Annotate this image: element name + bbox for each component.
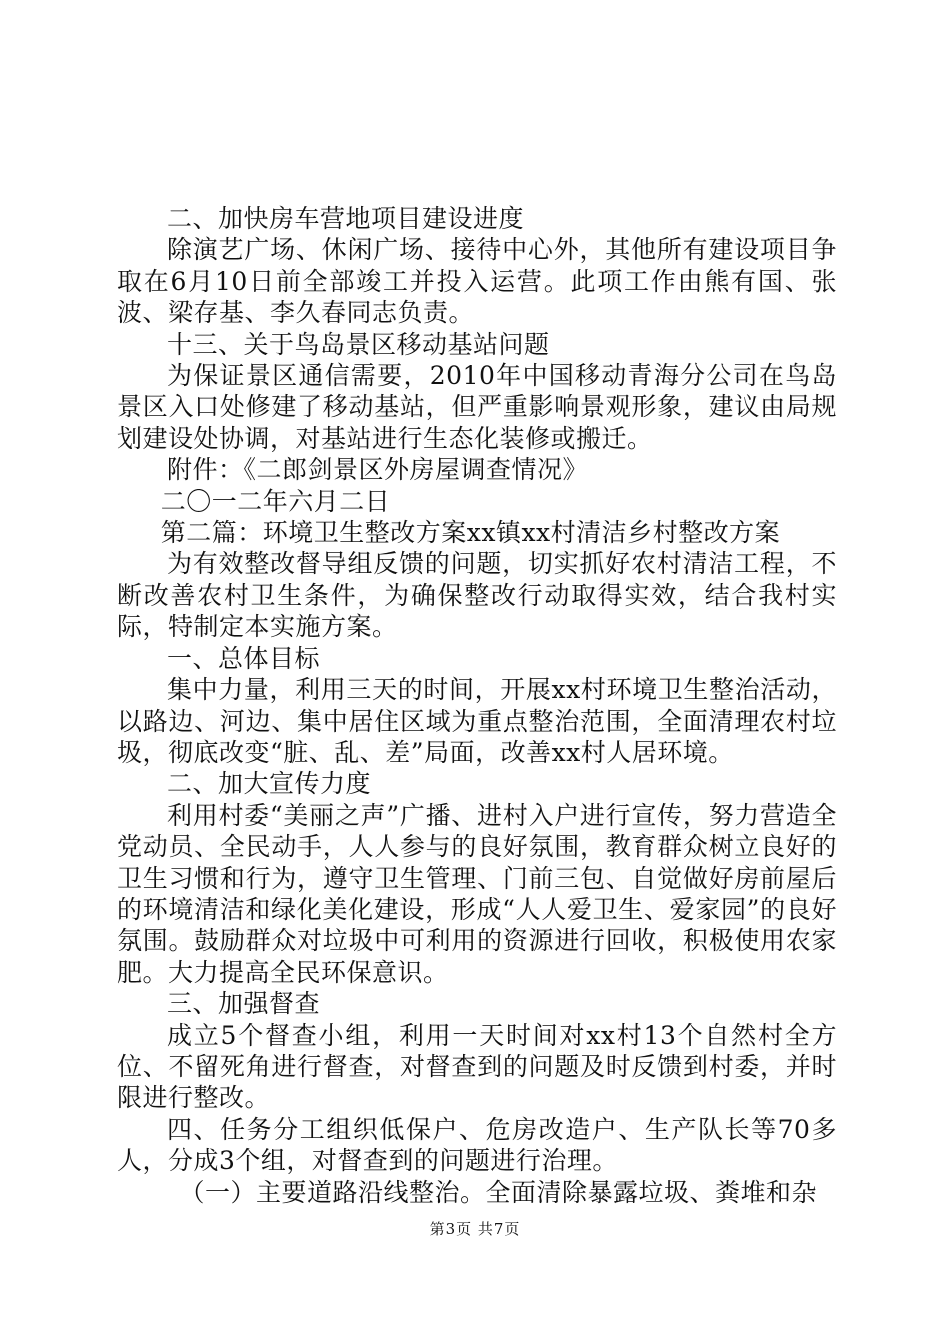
paragraph: （一）主要道路沿线整治。全面清除暴露垃圾、粪堆和杂 (179, 1177, 818, 1207)
section-heading: 一、总体目标 (167, 643, 321, 673)
section-heading: 二、加大宣传力度 (167, 769, 372, 799)
paragraph: 除演艺广场、休闲广场、接待中心外，其他所有建设项目争取在6月10日前全部竣工并投入运营。此项工作由熊有国、张波、梁存基、李久春同志负责。 (117, 235, 837, 328)
section-heading: 二、加快房车营地项目建设进度 (167, 204, 525, 233)
date-line: 二〇一二年六月二日 (160, 486, 391, 516)
chapter-title: 第二篇：环境卫生整改方案xx镇xx村清洁乡村整改方案 (160, 518, 781, 548)
paragraph: 集中力量，利用三天的时间，开展xx村环境卫生整治活动，以路边、河边、集中居住区域为重点整治范围，全面清理农村垃圾，彻底改变“脏、乱、差”局面，改善xx村人居环境。 (117, 675, 837, 767)
section-heading: 十三、关于鸟岛景区移动基站问题 (167, 329, 550, 359)
paragraph: 利用村委“美丽之声”广播、进村入户进行宣传，努力营造全党动员、全民动手，人人参与的良好氛围，教育群众树立良好的卫生习惯和行为，遵守卫生管理、门前三包、自觉做好房前屋后的环境清洁和绿化美化建设，形成“人人爱卫生、爱家园”的良好氛围。鼓励群众对垃圾中可利用的资源进行回收，积极使用农家肥。大力提高全民环保意识。 (117, 800, 837, 987)
section-heading: 三、加强督查 (167, 989, 321, 1019)
paragraph: 成立5个督查小组，利用一天时间对xx村13个自然村全方位、不留死角进行督查，对督查到的问题及时反馈到村委，并时限进行整改。 (117, 1020, 837, 1113)
document-body (117, 203, 837, 1208)
paragraph: 为保证景区通信需要，2010年中国移动青海分公司在鸟岛景区入口处修建了移动基站，但严重影响景观形象，建议由局规划建设处协调，对基站进行生态化装修或搬迁。 (117, 361, 837, 453)
attachment-line: 附件：《二郎剑景区外房屋调查情况》 (167, 455, 589, 485)
paragraph: 为有效整改督导组反馈的问题，切实抓好农村清洁工程，不断改善农村卫生条件，为确保整改行动取得实效，结合我村实际，特制定本实施方案。 (117, 549, 837, 642)
page-footer: 第3页 共7页 (429, 1220, 521, 1238)
paragraph: 四、任务分工组织低保户、危房改造户、生产队长等70多人，分成3个组，对督查到的问题进行治理。 (117, 1114, 837, 1176)
